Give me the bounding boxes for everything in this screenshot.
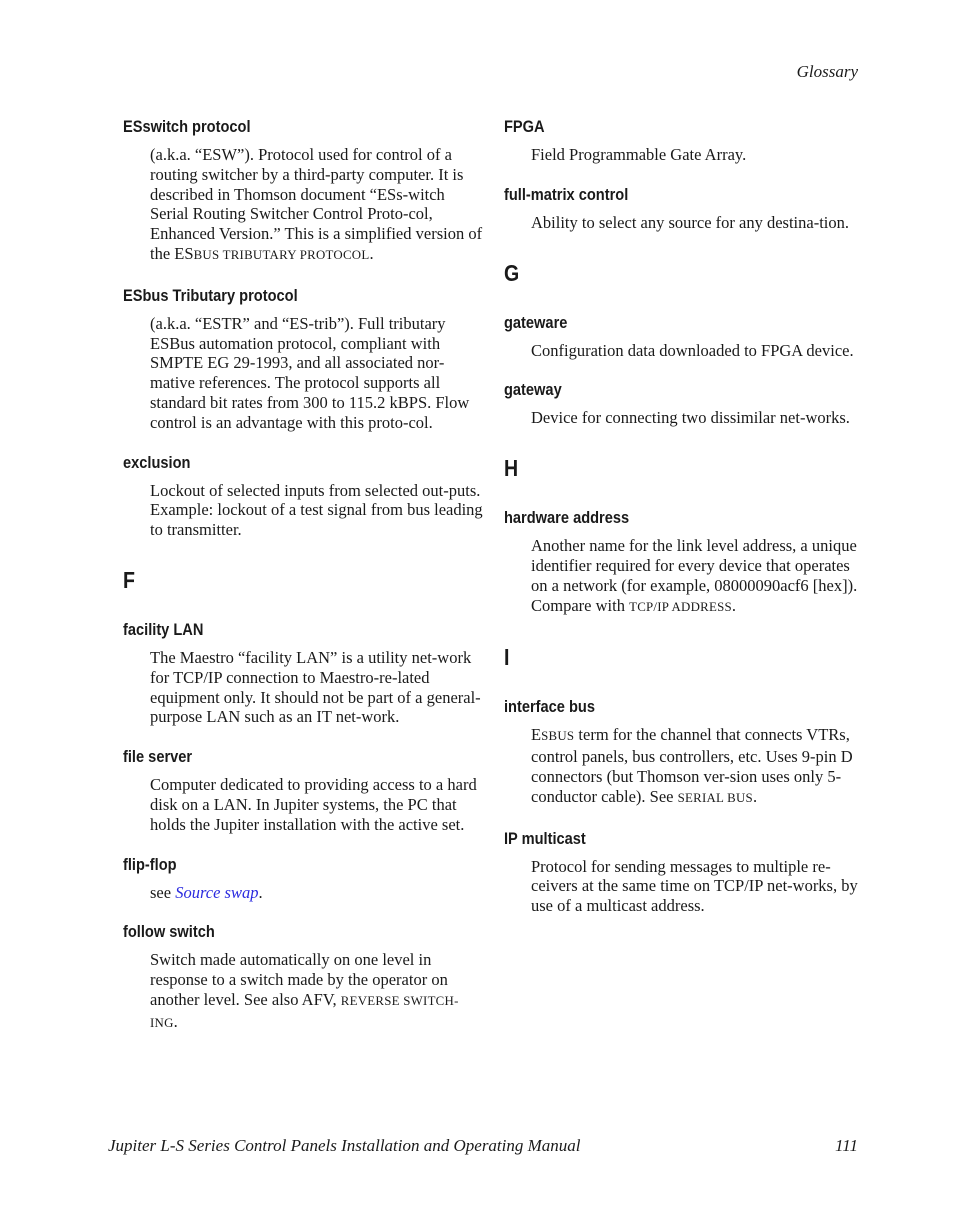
term-exclusion: exclusion [123,452,191,472]
definition-facility-lan: The Maestro “facility LAN” is a utility net-work for TCP/IP connection to Maestro-re-lated equipment only. It should not be part of a general-purpose LAN such as an IT net-work. [150,647,481,727]
definition-exclusion: Lockout of selected inputs from selected out-puts. Example: lockout of a test signal from bus leading to transmitter. [150,480,483,540]
term-follow-switch: follow switch [123,922,215,942]
term-hardware-address: hardware address [504,508,630,528]
definition-fpga: Field Programmable Gate Array. [531,145,747,164]
glossary-entry-gateware [504,311,860,361]
term-ip-multicast: IP multicast [504,828,586,848]
running-header: Glossary [796,62,858,81]
glossary-entry-exclusion [123,451,483,540]
term-facility-lan: facility LAN [123,619,204,639]
section-letter-f: F [123,566,135,593]
definition-file-server: Computer dedicated to providing access to a hard disk on a LAN. In Jupiter systems, the PC that holds the Jupiter installation with the active set. [150,775,477,834]
glossary-entry-gateway [504,378,860,428]
definition-follow-switch: Switch made automatically on one level in response to a switch made by the operator on another level. See also AFV, REVERSE SWITCH-ING. [150,950,459,1031]
term-gateway: gateway [504,380,562,400]
term-flip-flop: flip-flop [123,854,177,874]
term-esswitch-protocol: ESswitch protocol [123,117,251,136]
glossary-entry-fpga [504,115,860,165]
glossary-entry-file-server [123,745,483,834]
glossary-entry-facility-lan [123,618,483,727]
definition-gateway: Device for connecting two dissimilar net-works. [531,408,850,428]
definition-esswitch-protocol: (a.k.a. “ESW”). Protocol used for control of a routing switcher by a third-party computer. It is described in Thomson document “ESs-witch Serial Routing Switcher Control Proto-col, Enhanced Version.” This is a simplified version of the ESBUS TRIBUTARY PROTOCOL. [150,145,483,263]
section-letter-h: H [504,455,519,482]
term-fpga: FPGA [504,117,545,136]
left-column [123,115,483,1052]
glossary-entry-full-matrix [504,183,860,233]
term-gateware: gateware [504,312,568,332]
section-letter-g: G [504,259,520,286]
term-full-matrix-control: full-matrix control [504,184,629,204]
definition-flip-flop: see Source swap. [150,882,263,902]
source-swap-link[interactable]: Source swap [175,882,259,902]
term-file-server: file server [123,747,193,767]
glossary-entry-hardware-address [504,506,860,617]
glossary-entry-interface-bus [504,695,860,808]
definition-hardware-address: Another name for the link level address, a unique identifier required for every device that operates on a network (for example, 08000090acf6 [hex]). Compare with TCP/IP ADDRESS. [531,536,858,615]
manual-title: Jupiter L-S Series Control Panels Installation and Operating Manual [108,1136,581,1155]
term-interface-bus: interface bus [504,697,595,717]
right-column [504,115,860,934]
section-letter-i: I [504,644,510,671]
definition-ip-multicast: Protocol for sending messages to multiple re-ceivers at the same time on TCP/IP net-works, by use of a multicast address. [531,856,858,916]
glossary-entry-follow-switch [123,920,483,1033]
definition-gateware: Configuration data downloaded to FPGA device. [531,340,854,360]
term-esbus-tributary-protocol: ESbus Tributary protocol [123,285,298,305]
glossary-entry-ip-multicast [504,827,860,916]
definition-full-matrix-control: Ability to select any source for any destina-tion. [531,212,849,232]
glossary-entry-esswitch [123,115,483,266]
definition-esbus-tributary-protocol: (a.k.a. “ESTR” and “ES-trib”). Full tributary ESBus automation protocol, compliant with SMPTE EG 29-1993, and all associated nor-mative references. The protocol supports all standard bit rates from 300 to 115.2 kBPS. Flow control is an advantage with this proto-col. [150,313,470,432]
glossary-entry-esbus-tributary [123,284,483,433]
glossary-entry-flip-flop [123,853,483,903]
definition-interface-bus: ESBUS term for the channel that connects VTRs, control panels, bus controllers, etc. Uses 9-pin D connectors (but Thomson ver-sion uses only 5-conductor cable). See SERIAL BUS. [531,725,853,806]
page-number: 111 [835,1136,858,1155]
